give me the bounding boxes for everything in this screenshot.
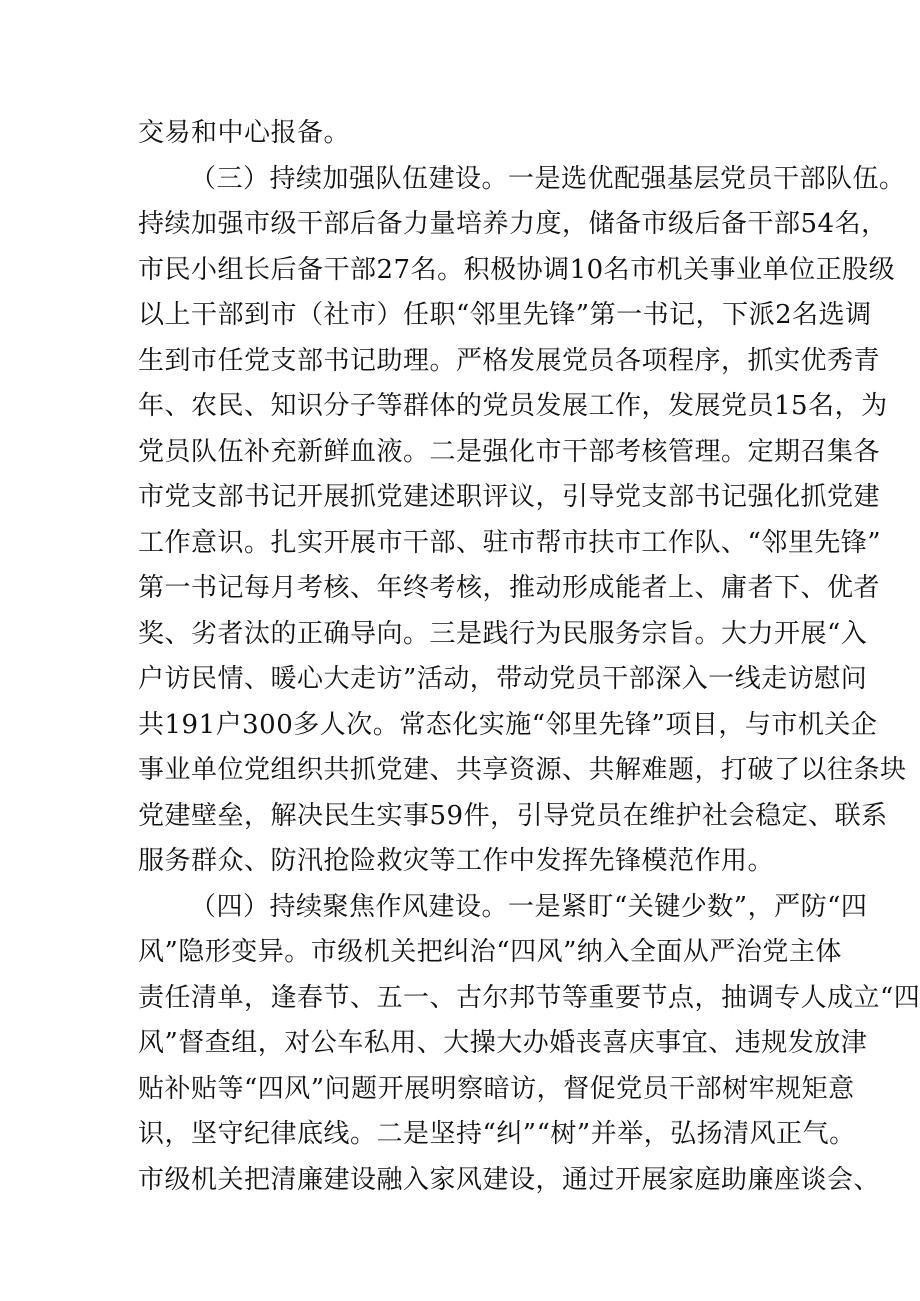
text-line: 党员队伍补充新鲜血液。二是强化市干部考核管理。定期召集各 <box>138 436 881 467</box>
document-body <box>138 111 920 1203</box>
text-line: 市民小组长后备干部27名。积极协调10名市机关事业单位正股级 <box>138 254 896 285</box>
text-line: 贴补贴等“四风”问题开展明察暗访，督促党员干部树牢规矩意 <box>138 1073 855 1104</box>
text-line: 交易和中心报备。 <box>138 118 351 148</box>
text-line: 工作意识。扎实开展市干部、驻市帮市扶市工作队、“邻里先锋” <box>138 527 882 558</box>
text-line: 年、农民、知识分子等群体的党员发展工作，发展党员15名，为 <box>138 391 888 421</box>
text-line: 户访民情、暖心大走访”活动，带动党员干部深入一线走访慰问 <box>138 664 868 694</box>
text-line: 风”督查组，对公车私用、大操大办婚丧喜庆事宜、违规发放津 <box>138 1028 868 1058</box>
text-line: 市级机关把清廉建设融入家风建设，通过开展家庭助廉座谈会、 <box>138 1164 881 1195</box>
text-line: 识，坚守纪律底线。二是坚持“纠”“树”并举，弘扬清风正气。 <box>138 1119 856 1149</box>
text-line: 服务群众、防汛抢险救灾等工作中发挥先锋模范作用。 <box>138 846 775 876</box>
text-line: 持续加强市级干部后备力量培养力度，储备市级后备干部54名， <box>138 209 888 239</box>
text-line: 风”隐形变异。市级机关把纠治“四风”纳入全面从严治党主体 <box>138 937 842 967</box>
text-line: 事业单位党组织共抓党建、共享资源、共解难题，打破了以往条块 <box>138 755 907 785</box>
text-line: 生到市任党支部书记助理。严格发展党员各项程序，抓实优秀青 <box>138 345 881 376</box>
text-line: （四）持续聚焦作风建设。一是紧盯“关键少数”，严防“四 <box>190 891 868 922</box>
text-line: 市党支部书记开展抓党建述职评议，引导党支部书记强化抓党建 <box>138 482 881 512</box>
text-line: 党建壁垒，解决民生实事59件，引导党员在维护社会稳定、联系 <box>138 800 888 831</box>
text-line: 奖、劣者汰的正确导向。三是践行为民服务宗旨。大力开展“入 <box>138 618 868 649</box>
text-line: 以上干部到市（社市）任职“邻里先锋”第一书记，下派2名选调 <box>138 300 872 330</box>
text-line: 共191户300多人次。常态化实施“邻里先锋”项目，与市机关企 <box>138 709 878 740</box>
text-line: 第一书记每月考核、年终考核，推动形成能者上、庸者下、优者 <box>138 573 881 603</box>
text-line: （三）持续加强队伍建设。一是选优配强基层党员干部队伍。 <box>190 163 906 194</box>
text-line: 责任清单，逢春节、五一、古尔邦节等重要节点，抽调专人成立“四 <box>138 982 920 1013</box>
